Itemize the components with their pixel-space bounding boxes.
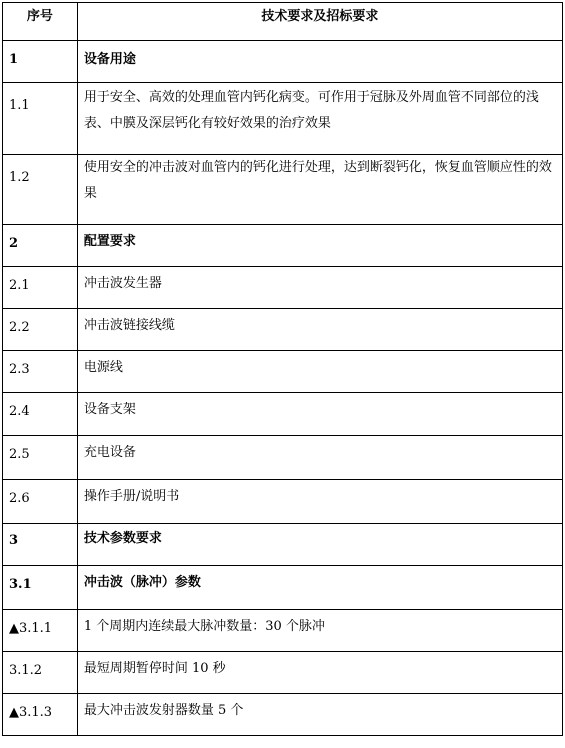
table-row bbox=[3, 155, 563, 225]
row-text: 最短周期暂停时间 10 秒 bbox=[77, 652, 562, 694]
table-header-row bbox=[3, 3, 563, 41]
row-number: 2.1 bbox=[3, 267, 78, 309]
table-row bbox=[3, 694, 563, 736]
table-row bbox=[3, 480, 563, 524]
header-serial-number: 序号 bbox=[3, 3, 78, 41]
table-row bbox=[3, 610, 563, 652]
row-text: 电源线 bbox=[77, 351, 562, 393]
row-number: 1.1 bbox=[3, 83, 78, 155]
row-text: 最大冲击波发射器数量 5 个 bbox=[77, 694, 562, 736]
header-technical-requirements: 技术要求及招标要求 bbox=[77, 3, 562, 41]
table-row bbox=[3, 225, 563, 267]
row-number: 2 bbox=[3, 225, 78, 267]
row-number: 2.3 bbox=[3, 351, 78, 393]
table-row bbox=[3, 351, 563, 393]
table-row bbox=[3, 524, 563, 566]
row-number: 3.1 bbox=[3, 566, 78, 610]
row-text: 冲击波链接线缆 bbox=[77, 309, 562, 351]
row-text: 配置要求 bbox=[77, 225, 562, 267]
row-text: 使用安全的冲击波对血管内的钙化进行处理，达到断裂钙化，恢复血管顺应性的效果 bbox=[77, 155, 562, 225]
table-row bbox=[3, 267, 563, 309]
row-text: 操作手册/说明书 bbox=[77, 480, 562, 524]
row-number: 1.2 bbox=[3, 155, 78, 225]
table-row bbox=[3, 309, 563, 351]
row-number: 2.6 bbox=[3, 480, 78, 524]
row-text: 用于安全、高效的处理血管内钙化病变。可作用于冠脉及外周血管不同部位的浅表、中膜及深层钙化有较好效果的治疗效果 bbox=[77, 83, 562, 155]
row-number: 2.5 bbox=[3, 436, 78, 480]
row-text: 1 个周期内连续最大脉冲数量：30 个脉冲 bbox=[77, 610, 562, 652]
table-row bbox=[3, 566, 563, 610]
row-text: 设备支架 bbox=[77, 393, 562, 436]
table-row bbox=[3, 436, 563, 480]
row-text: 冲击波发生器 bbox=[77, 267, 562, 309]
row-number: ▲3.1.3 bbox=[3, 694, 78, 736]
row-number: 2.2 bbox=[3, 309, 78, 351]
row-number: 1 bbox=[3, 41, 78, 83]
requirements-table bbox=[2, 2, 563, 736]
row-number: 3.1.2 bbox=[3, 652, 78, 694]
table-row bbox=[3, 41, 563, 83]
row-text: 冲击波（脉冲）参数 bbox=[77, 566, 562, 610]
row-number: ▲3.1.1 bbox=[3, 610, 78, 652]
row-text: 设备用途 bbox=[77, 41, 562, 83]
row-number: 3 bbox=[3, 524, 78, 566]
row-text: 技术参数要求 bbox=[77, 524, 562, 566]
row-text: 充电设备 bbox=[77, 436, 562, 480]
table-row bbox=[3, 652, 563, 694]
table-row bbox=[3, 83, 563, 155]
table-row bbox=[3, 393, 563, 436]
row-number: 2.4 bbox=[3, 393, 78, 436]
